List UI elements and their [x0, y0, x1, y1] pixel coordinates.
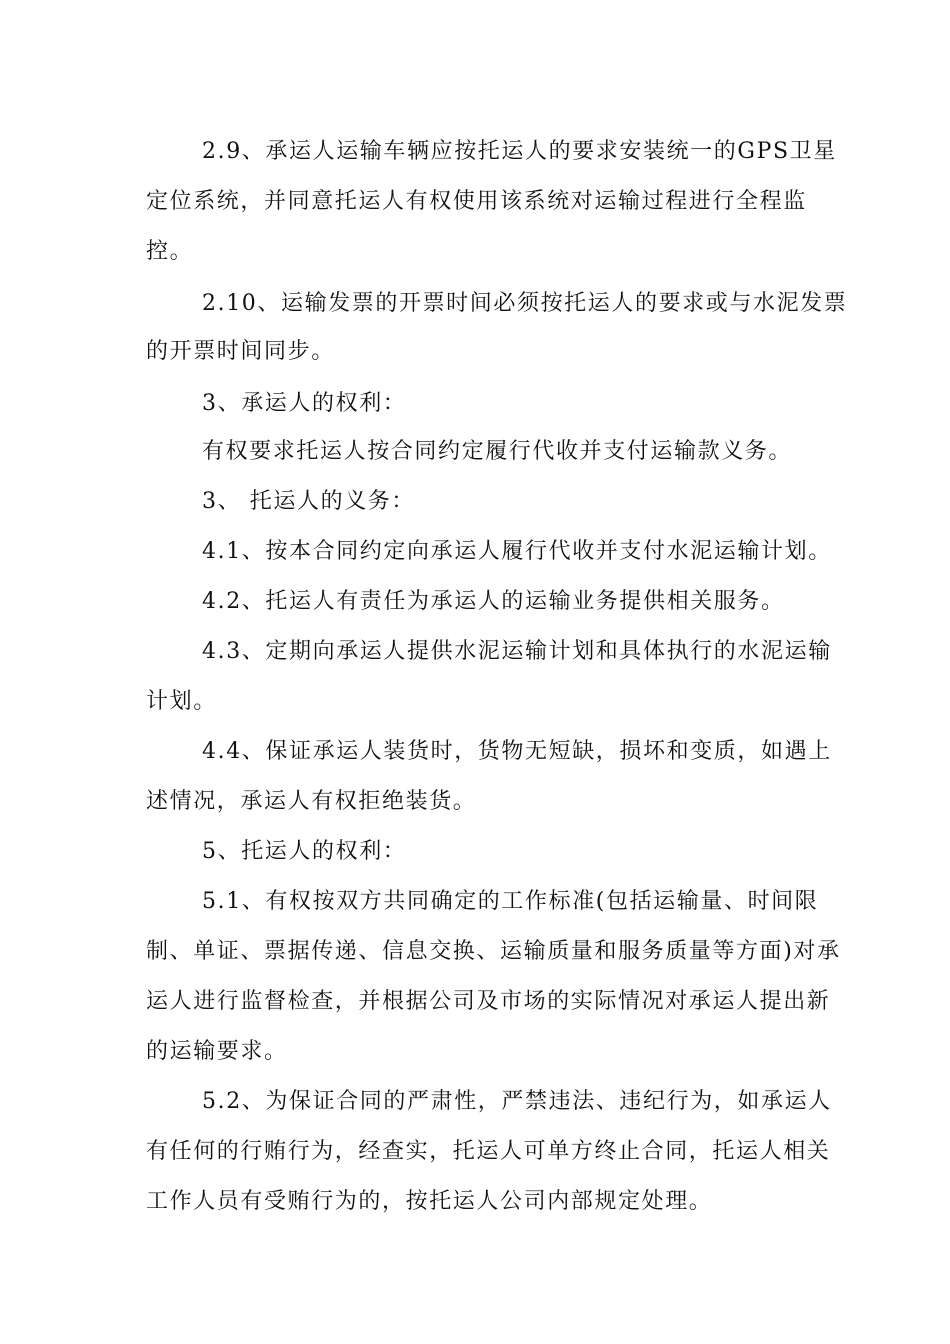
text-line: 4.1、按本合同约定向承运人履行代收并支付水泥运输计划。	[202, 539, 832, 564]
text-line: 4.2、托运人有责任为承运人的运输业务提供相关服务。	[202, 589, 785, 614]
section-heading: 3、 托运人的义务：	[202, 489, 415, 514]
text-line: 5.1、有权按双方共同确定的工作标准(包括运输量、时间限	[202, 889, 819, 914]
text-line: 4.3、定期向承运人提供水泥运输计划和具体执行的水泥运输	[202, 639, 832, 664]
text-line: 2.10、运输发票的开票时间必须按托运人的要求或与水泥发票	[202, 291, 848, 316]
text-line: 的开票时间同步。	[146, 339, 335, 364]
text-line: 有任何的行贿行为，经查实，托运人可单方终止合同，托运人相关	[146, 1139, 831, 1164]
text-line: 制、单证、票据传递、信息交换、运输质量和服务质量等方面)对承	[146, 939, 841, 964]
text-line: 定位系统，并同意托运人有权使用该系统对运输过程进行全程监	[146, 189, 807, 214]
text-line: 控。	[146, 239, 194, 264]
text-line: 的运输要求。	[146, 1039, 288, 1064]
text-line: 有权要求托运人按合同约定履行代收并支付运输款义务。	[202, 439, 793, 464]
text-line: 述情况，承运人有权拒绝装货。	[146, 789, 477, 814]
text-line: 4.4、保证承运人装货时，货物无短缺，损坏和变质，如遇上	[202, 739, 832, 764]
text-line: 5.2、为保证合同的严肃性，严禁违法、违纪行为，如承运人	[202, 1089, 832, 1114]
text-line: 运人进行监督检查，并根据公司及市场的实际情况对承运人提出新	[146, 989, 831, 1014]
text-line: 2.9、承运人运输车辆应按托运人的要求安装统一的GPS卫星	[202, 139, 837, 164]
text-line: 计划。	[146, 689, 217, 714]
section-heading: 5、托运人的权利：	[202, 839, 407, 864]
text-line: 工作人员有受贿行为的，按托运人公司内部规定处理。	[146, 1189, 713, 1214]
section-heading: 3、承运人的权利：	[202, 391, 407, 416]
